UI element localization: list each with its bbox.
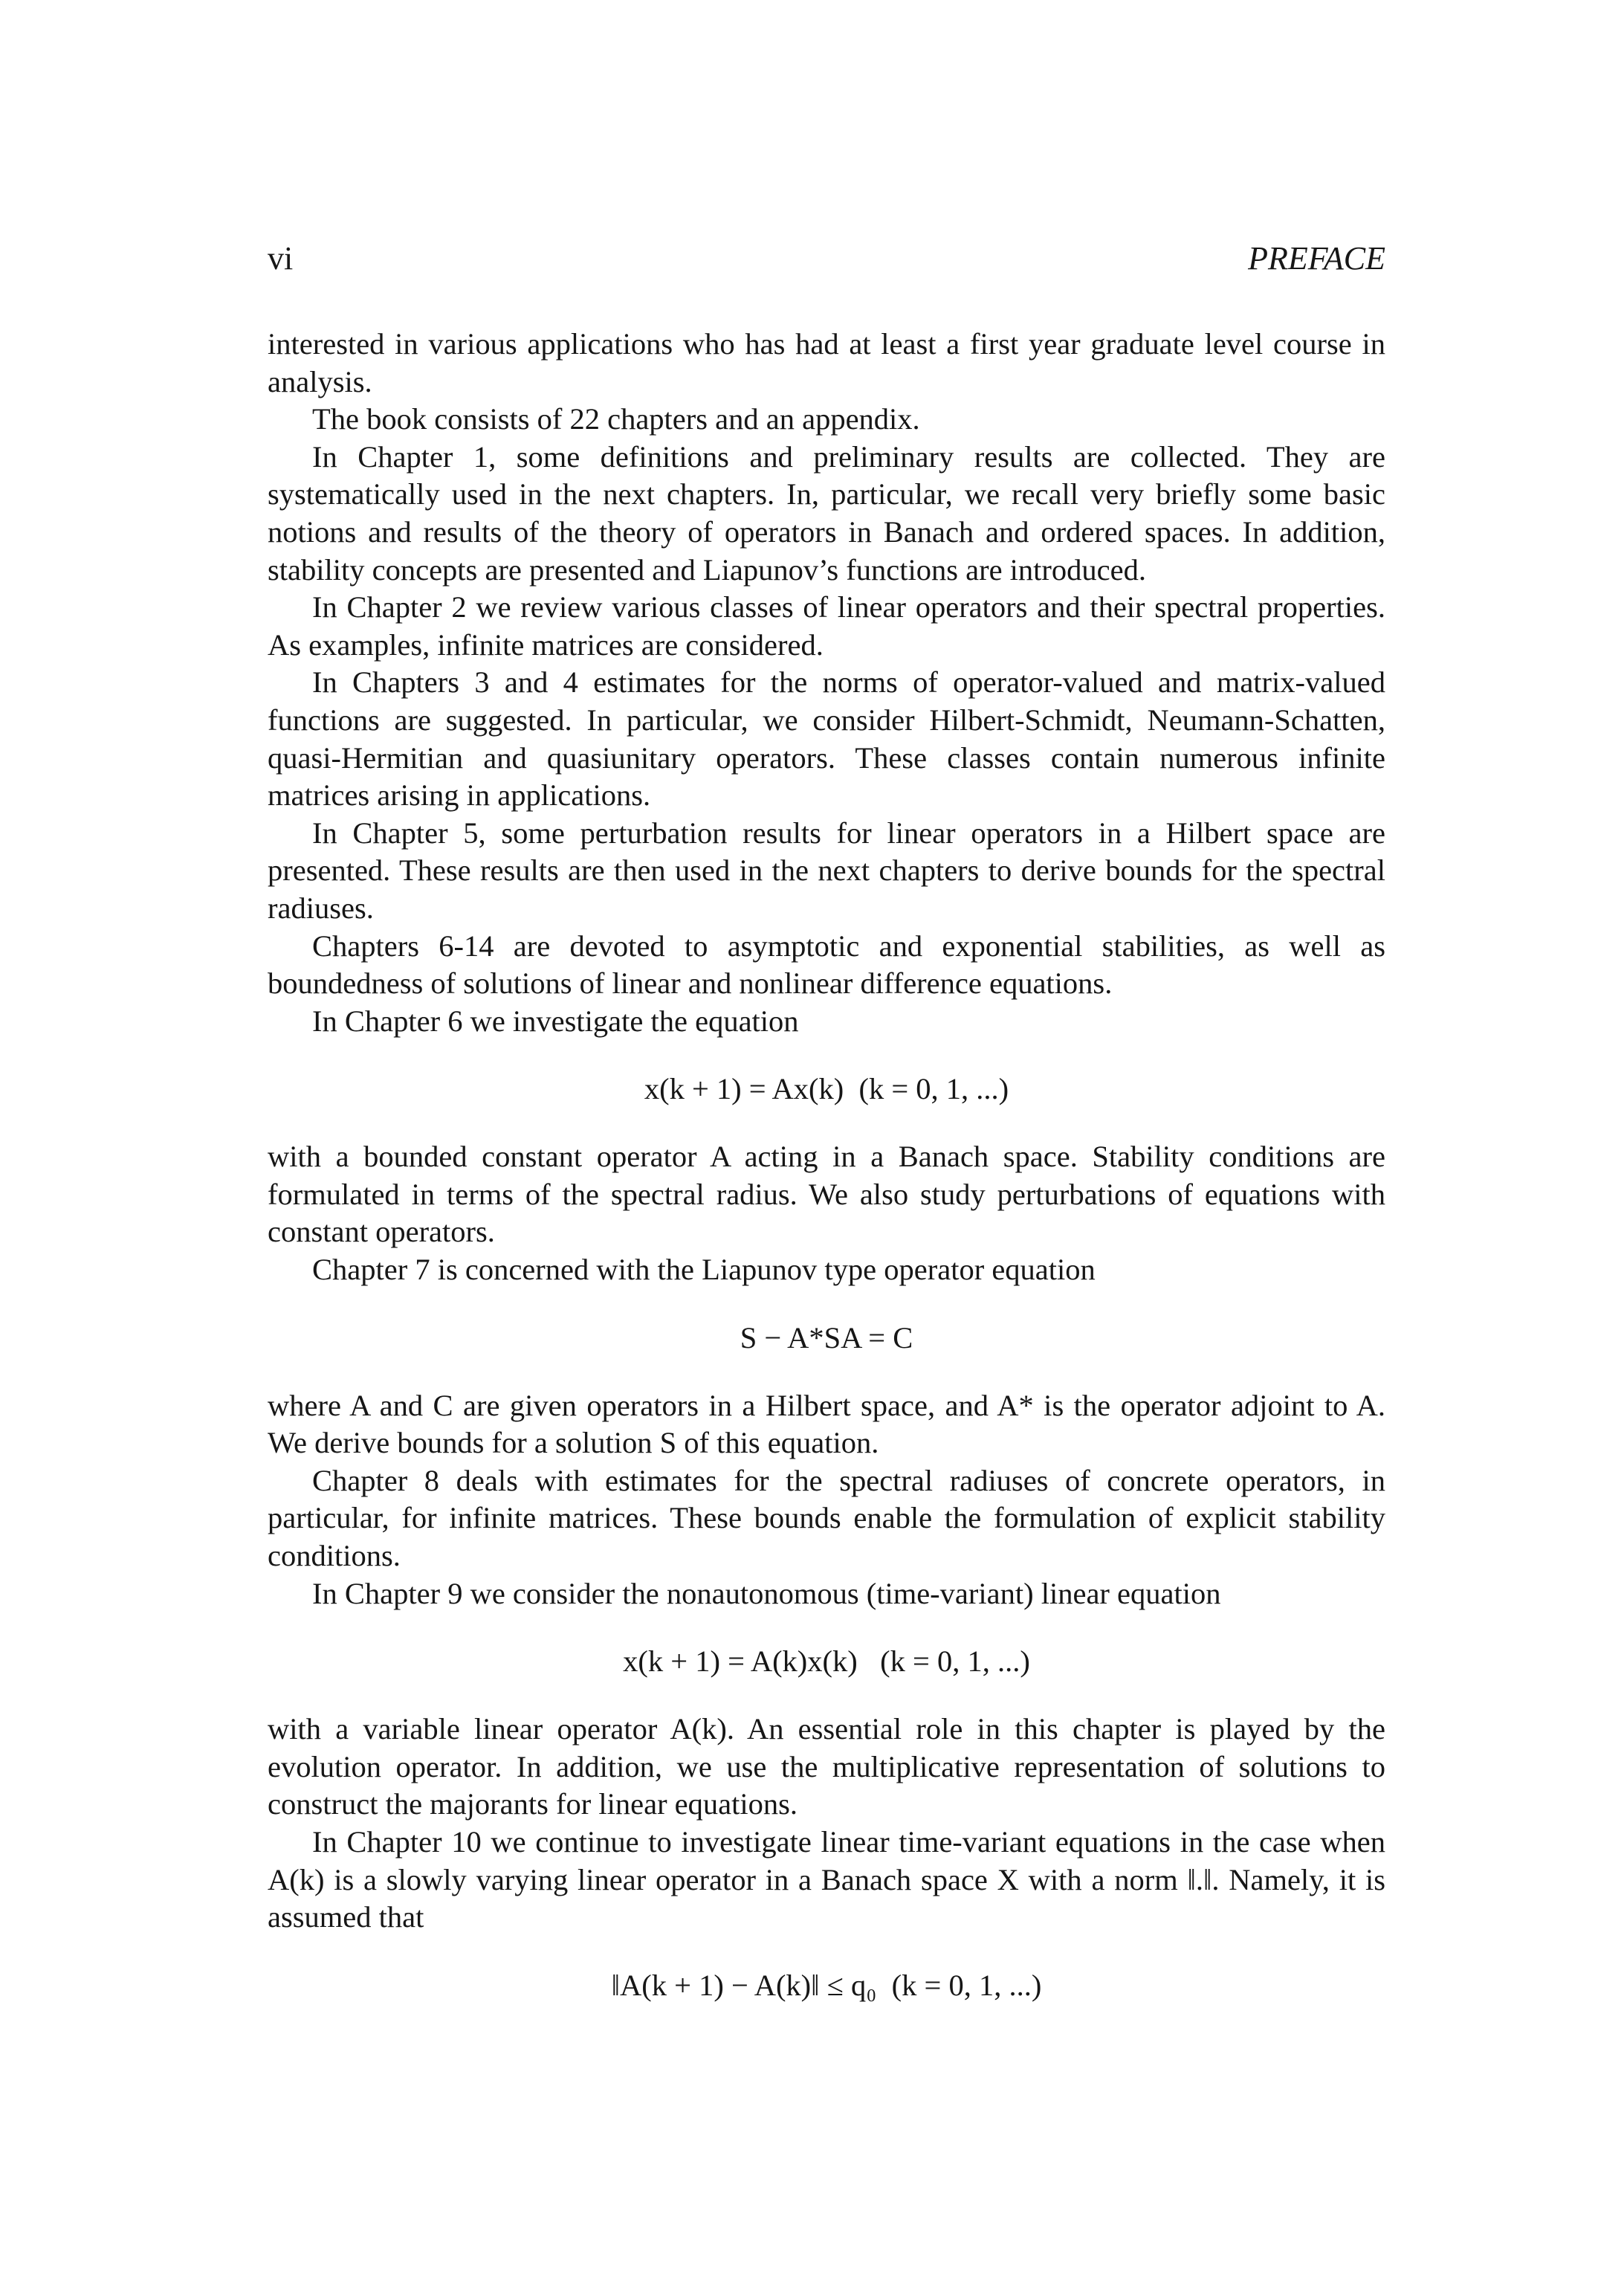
document-page xyxy=(268,236,1385,2002)
section-title: PREFACE xyxy=(1248,240,1385,277)
display-equation xyxy=(268,1937,1385,2035)
display-equation xyxy=(268,1289,1385,1387)
paragraph: Chapter 8 deals with estimates for the spectral radiuses of concrete operators, in particular, for infinite matrices. These bounds enable the formulation of explicit stability conditions. xyxy=(268,1463,1385,1573)
paragraph: In Chapter 10 we continue to investigate linear time-variant equations in the case when A(k) is a slowly varying linear operator in a Banach space X with a norm ‖.‖. Namely, it is assumed that xyxy=(268,1825,1385,1934)
paragraph: In Chapter 1, some definitions and preliminary results are collected. They are systematically used in the next chapters. In, particular, we recall very briefly some basic notions and results of the theory of operators in Banach and ordered spaces. In addition, stability concepts are presented and Liapunov’s functions are introduced. xyxy=(268,439,1385,587)
paragraph: with a bounded constant operator A acting in a Banach space. Stability conditions are formulated in terms of the spectral radius. We also study perturbations of equations with constant operators. xyxy=(268,1140,1385,1249)
paragraph: with a variable linear operator A(k). An essential role in this chapter is played by the evolution operator. In addition, we use the multiplicative representation of solutions to construct the majorants for linear equations. xyxy=(268,1712,1385,1821)
display-equation xyxy=(268,1040,1385,1138)
paragraph: where A and C are given operators in a Hilbert space, and A* is the operator adjoint to A. We derive bounds for a solution S of this equation. xyxy=(268,1388,1385,1460)
paragraph: In Chapter 2 we review various classes of linear operators and their spectral properties. As examples, infinite matrices are considered. xyxy=(268,590,1385,662)
paragraph: In Chapter 5, some perturbation results for linear operators in a Hilbert space are presented. These results are then used in the next chapters to derive bounds for the spectral radiuses. xyxy=(268,816,1385,925)
paragraph: In Chapter 6 we investigate the equation xyxy=(312,1004,799,1038)
running-head xyxy=(268,236,1385,281)
display-equation xyxy=(268,1612,1385,1711)
paragraph: The book consists of 22 chapters and an appendix. xyxy=(312,402,920,436)
paragraph: Chapters 6-14 are devoted to asymptotic and exponential stabilities, as well as boundedness of solutions of linear and nonlinear difference equations. xyxy=(268,929,1385,1001)
paragraph: In Chapters 3 and 4 estimates for the norms of operator-valued and matrix-valued functions are suggested. In particular, we consider Hilbert-Schmidt, Neumann-Schatten, quasi-Hermitian and quasiunitary operators. These classes contain numerous infinite matrices arising in applications. xyxy=(268,665,1385,813)
equation-text: S − A*SA = C xyxy=(740,1320,913,1354)
paragraph: In Chapter 9 we consider the nonautonomous (time-variant) linear equation xyxy=(312,1576,1221,1610)
paragraph: Chapter 7 is concerned with the Liapunov type operator equation xyxy=(312,1253,1096,1287)
paragraph: interested in various applications who has had at least a first year graduate level course in analysis. xyxy=(268,327,1385,398)
equation-text: x(k + 1) = Ax(k) (k = 0, 1, ...) xyxy=(644,1072,1009,1106)
body-text xyxy=(268,326,1385,2035)
equation-text: ‖A(k + 1) − A(k)‖ ≤ q₀ (k = 0, 1, ...) xyxy=(611,1968,1042,2002)
page-number: vi xyxy=(268,240,294,277)
equation-text: x(k + 1) = A(k)x(k) (k = 0, 1, ...) xyxy=(623,1644,1030,1679)
